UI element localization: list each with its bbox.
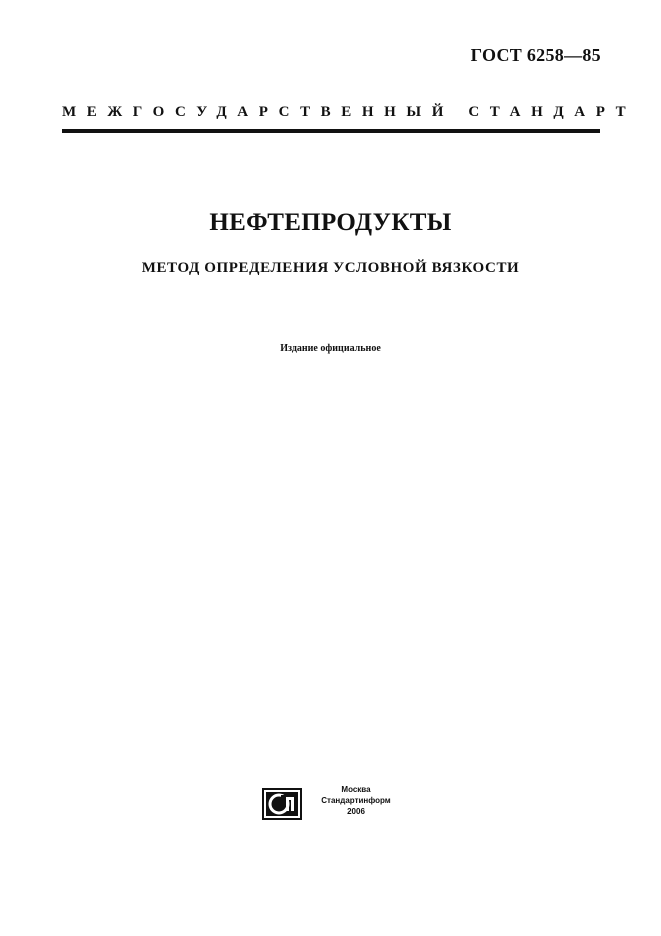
document-subtitle: МЕТОД ОПРЕДЕЛЕНИЯ УСЛОВНОЙ ВЯЗКОСТИ bbox=[141, 260, 520, 276]
standartinform-logo-icon bbox=[262, 788, 302, 820]
publisher-block bbox=[262, 784, 422, 824]
publisher-city: Москва bbox=[341, 785, 371, 794]
header-divider bbox=[62, 129, 600, 133]
document-number: ГОСТ 6258—85 bbox=[470, 45, 601, 65]
publication-year: 2006 bbox=[347, 807, 365, 816]
publisher-imprint bbox=[306, 784, 406, 817]
edition-note: Издание официальное bbox=[280, 343, 381, 354]
document-title: НЕФТЕПРОДУКТЫ bbox=[209, 209, 452, 236]
standard-type-heading: МЕЖГОСУДАРСТВЕННЫЙ СТАНДАРТ bbox=[62, 104, 637, 120]
publisher-name: Стандартинформ bbox=[321, 796, 391, 805]
